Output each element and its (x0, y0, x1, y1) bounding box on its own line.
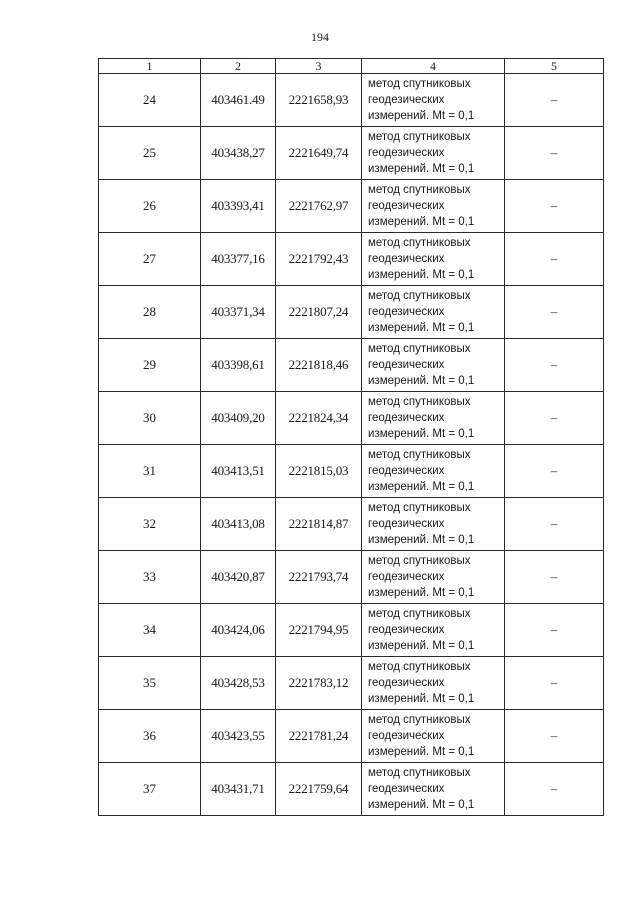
header-col-3: 3 (276, 59, 362, 74)
point-number-cell: 37 (99, 763, 201, 816)
method-cell (362, 392, 505, 445)
point-number-cell: 32 (99, 498, 201, 551)
method-text-line: измерений. Mt = 0,1 (368, 693, 475, 705)
table-body (99, 74, 604, 816)
table-row (99, 551, 604, 604)
point-number-cell: 24 (99, 74, 201, 127)
point-number-cell: 26 (99, 180, 201, 233)
table-row (99, 286, 604, 339)
method-text-line: геодезических (368, 306, 445, 318)
method-text-line: метод спутниковых (368, 767, 471, 779)
method-cell (362, 763, 505, 816)
method-text-line: геодезических (368, 200, 445, 212)
x-coordinate-cell: 403409,20 (201, 392, 276, 445)
column-5-cell: – (505, 233, 604, 286)
method-text-line: метод спутниковых (368, 184, 471, 196)
y-coordinate-cell: 2221762,97 (276, 180, 362, 233)
x-coordinate-cell: 403423,55 (201, 710, 276, 763)
y-coordinate-cell: 2221824,34 (276, 392, 362, 445)
point-number-cell: 25 (99, 127, 201, 180)
column-5-cell: – (505, 657, 604, 710)
table-row (99, 710, 604, 763)
point-number-cell: 28 (99, 286, 201, 339)
method-text-line: геодезических (368, 730, 445, 742)
method-text-line: метод спутниковых (368, 396, 471, 408)
x-coordinate-cell: 403424,06 (201, 604, 276, 657)
method-text-line: измерений. Mt = 0,1 (368, 481, 475, 493)
y-coordinate-cell: 2221792,43 (276, 233, 362, 286)
y-coordinate-cell: 2221783,12 (276, 657, 362, 710)
table-row (99, 392, 604, 445)
column-5-cell: – (505, 445, 604, 498)
x-coordinate-cell: 403377,16 (201, 233, 276, 286)
method-text-line: геодезических (368, 677, 445, 689)
table-row (99, 233, 604, 286)
method-text-line: измерений. Mt = 0,1 (368, 587, 475, 599)
y-coordinate-cell: 2221649,74 (276, 127, 362, 180)
method-text-line: метод спутниковых (368, 343, 471, 355)
method-text-line: измерений. Mt = 0,1 (368, 163, 475, 175)
column-5-cell: – (505, 286, 604, 339)
method-text-line: метод спутниковых (368, 555, 471, 567)
x-coordinate-cell: 403413,08 (201, 498, 276, 551)
method-text-line: метод спутниковых (368, 714, 471, 726)
y-coordinate-cell: 2221658,93 (276, 74, 362, 127)
method-text-line: измерений. Mt = 0,1 (368, 640, 475, 652)
header-col-5: 5 (505, 59, 604, 74)
method-cell (362, 339, 505, 392)
point-number-cell: 29 (99, 339, 201, 392)
column-5-cell: – (505, 127, 604, 180)
method-text-line: измерений. Mt = 0,1 (368, 216, 475, 228)
point-number-cell: 35 (99, 657, 201, 710)
method-cell (362, 710, 505, 763)
method-text-line: измерений. Mt = 0,1 (368, 746, 475, 758)
method-text-line: измерений. Mt = 0,1 (368, 269, 475, 281)
method-text-line: метод спутниковых (368, 131, 471, 143)
method-cell (362, 498, 505, 551)
x-coordinate-cell: 403438,27 (201, 127, 276, 180)
point-number-cell: 36 (99, 710, 201, 763)
x-coordinate-cell: 403393,41 (201, 180, 276, 233)
method-cell (362, 604, 505, 657)
header-col-2: 2 (201, 59, 276, 74)
method-text-line: метод спутниковых (368, 78, 471, 90)
method-text-line: геодезических (368, 518, 445, 530)
column-5-cell: – (505, 710, 604, 763)
method-cell (362, 657, 505, 710)
x-coordinate-cell: 403461.49 (201, 74, 276, 127)
column-5-cell: – (505, 339, 604, 392)
table-row (99, 445, 604, 498)
header-col-1: 1 (99, 59, 201, 74)
y-coordinate-cell: 2221781,24 (276, 710, 362, 763)
method-text-line: геодезических (368, 412, 445, 424)
method-text-line: метод спутниковых (368, 290, 471, 302)
method-text-line: геодезических (368, 624, 445, 636)
x-coordinate-cell: 403428,53 (201, 657, 276, 710)
table-row (99, 339, 604, 392)
method-text-line: метод спутниковых (368, 449, 471, 461)
point-number-cell: 33 (99, 551, 201, 604)
method-text-line: геодезических (368, 783, 445, 795)
header-col-4: 4 (362, 59, 505, 74)
point-number-cell: 34 (99, 604, 201, 657)
method-cell (362, 445, 505, 498)
column-5-cell: – (505, 180, 604, 233)
y-coordinate-cell: 2221794,95 (276, 604, 362, 657)
y-coordinate-cell: 2221814,87 (276, 498, 362, 551)
header-row (99, 59, 604, 74)
y-coordinate-cell: 2221759,64 (276, 763, 362, 816)
column-5-cell: – (505, 498, 604, 551)
column-5-cell: – (505, 551, 604, 604)
point-number-cell: 30 (99, 392, 201, 445)
table-row (99, 127, 604, 180)
method-text-line: метод спутниковых (368, 502, 471, 514)
page-number: 194 (311, 30, 329, 44)
method-text-line: измерений. Mt = 0,1 (368, 110, 475, 122)
method-text-line: измерений. Mt = 0,1 (368, 534, 475, 546)
y-coordinate-cell: 2221807,24 (276, 286, 362, 339)
table-row (99, 763, 604, 816)
x-coordinate-cell: 403398,61 (201, 339, 276, 392)
x-coordinate-cell: 403431,71 (201, 763, 276, 816)
x-coordinate-cell: 403413,51 (201, 445, 276, 498)
method-text-line: метод спутниковых (368, 661, 471, 673)
method-text-line: измерений. Mt = 0,1 (368, 322, 475, 334)
x-coordinate-cell: 403371,34 (201, 286, 276, 339)
method-cell (362, 127, 505, 180)
y-coordinate-cell: 2221818,46 (276, 339, 362, 392)
method-text-line: измерений. Mt = 0,1 (368, 799, 475, 811)
method-text-line: геодезических (368, 571, 445, 583)
y-coordinate-cell: 2221815,03 (276, 445, 362, 498)
method-text-line: геодезических (368, 253, 445, 265)
method-cell (362, 551, 505, 604)
point-number-cell: 27 (99, 233, 201, 286)
method-text-line: геодезических (368, 147, 445, 159)
column-5-cell: – (505, 74, 604, 127)
x-coordinate-cell: 403420,87 (201, 551, 276, 604)
method-cell (362, 233, 505, 286)
method-text-line: измерений. Mt = 0,1 (368, 428, 475, 440)
table-row (99, 74, 604, 127)
method-text-line: метод спутниковых (368, 237, 471, 249)
point-number-cell: 31 (99, 445, 201, 498)
table-row (99, 180, 604, 233)
method-cell (362, 74, 505, 127)
table-row (99, 498, 604, 551)
method-cell (362, 180, 505, 233)
table-row (99, 657, 604, 710)
method-text-line: метод спутниковых (368, 608, 471, 620)
method-text-line: геодезических (368, 94, 445, 106)
coordinates-table (98, 58, 604, 816)
method-text-line: геодезических (368, 359, 445, 371)
column-5-cell: – (505, 763, 604, 816)
y-coordinate-cell: 2221793,74 (276, 551, 362, 604)
method-text-line: измерений. Mt = 0,1 (368, 375, 475, 387)
table-row (99, 604, 604, 657)
column-5-cell: – (505, 604, 604, 657)
method-text-line: геодезических (368, 465, 445, 477)
column-5-cell: – (505, 392, 604, 445)
method-cell (362, 286, 505, 339)
